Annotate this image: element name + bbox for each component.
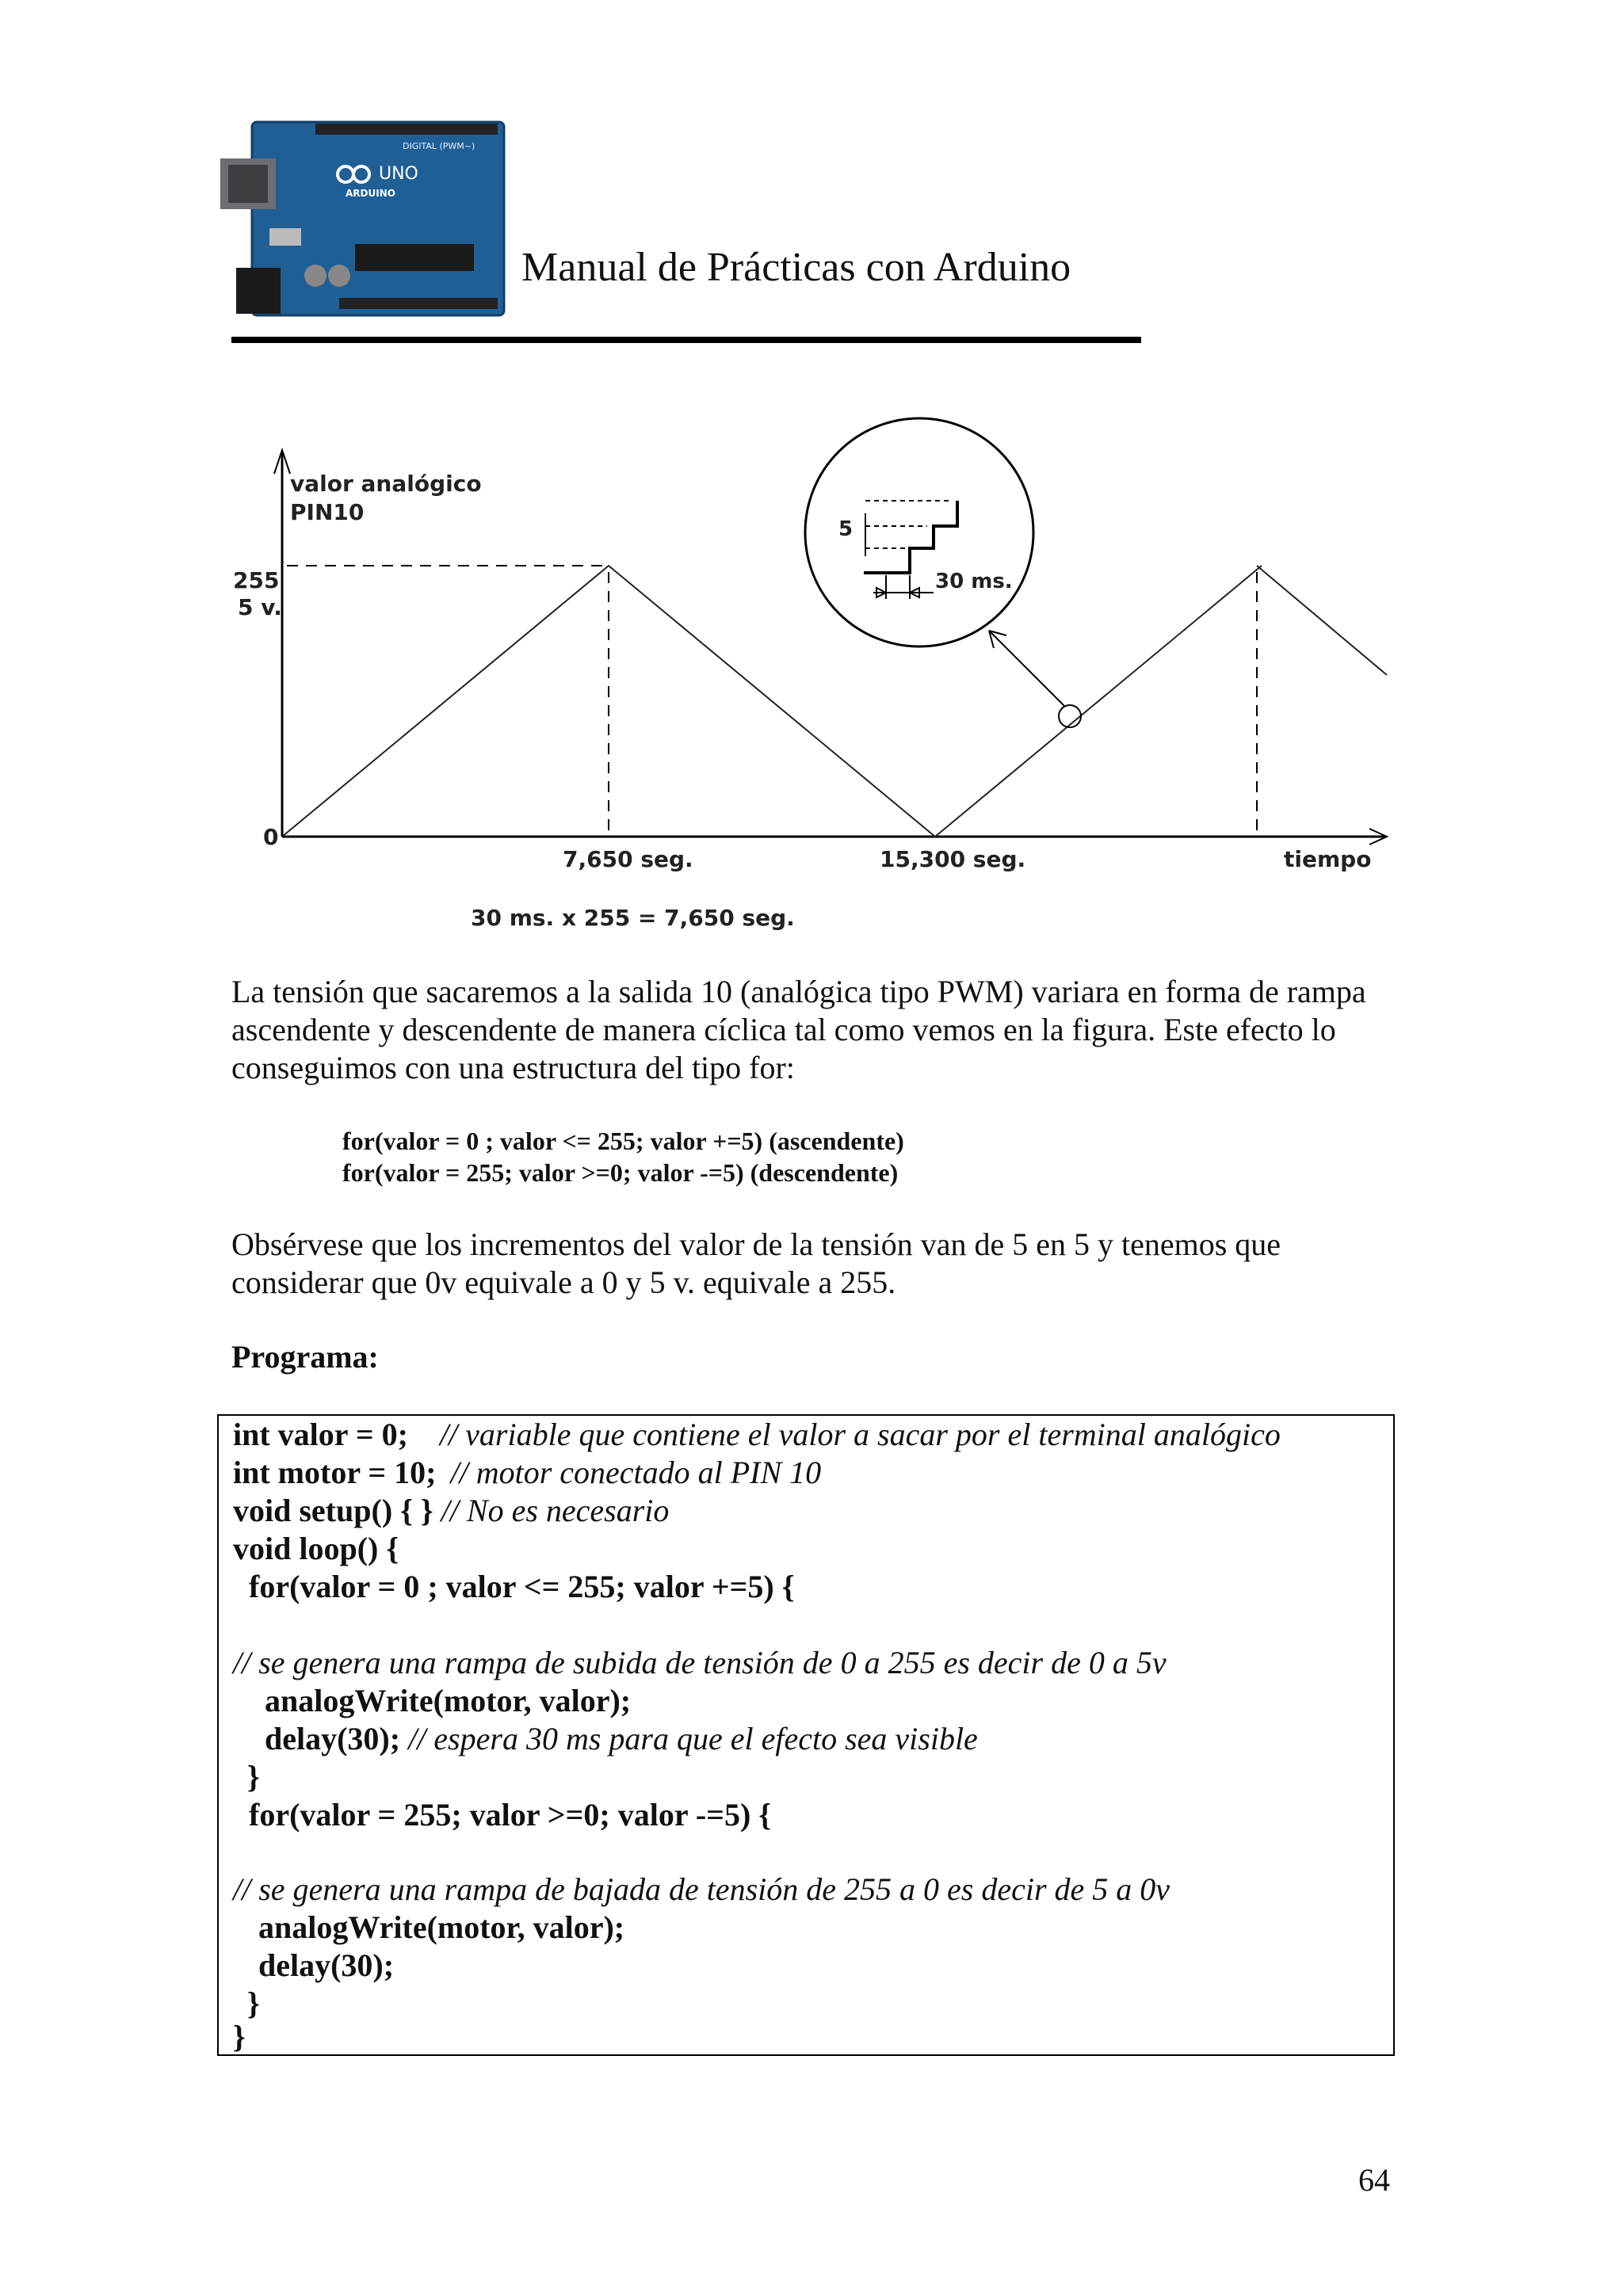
- code-line-14: }: [247, 1985, 260, 2021]
- pwm-ramp-figure: [222, 412, 1395, 935]
- code-line-6: // se genera una rampa de subida de tensión de 0 a 255 es decir de 0 a 5v: [233, 1645, 1167, 1680]
- for-structures: [342, 1125, 904, 1188]
- page-number: 64: [1358, 2162, 1390, 2198]
- board-digital-text: DIGITAL (PWM~): [403, 141, 475, 151]
- zoom-pointer-line: [989, 631, 1065, 707]
- y-tick-255: 255: [233, 567, 280, 593]
- code-line-4: void loop() {: [233, 1531, 399, 1566]
- program-heading: Programa:: [231, 1339, 379, 1375]
- zoom-time-label: 30 ms.: [935, 570, 1013, 593]
- y-axis-label-line1: valor analógico: [290, 471, 482, 497]
- code-line-15: }: [233, 2019, 246, 2054]
- code-line-11: // se genera una rampa de bajada de tensión de 255 a 0 es decir de 5 a 0v: [233, 1871, 1170, 1907]
- ramp-series-line: [282, 566, 1262, 837]
- y-tick-volts: 5 v.: [238, 594, 282, 620]
- code-line-7: analogWrite(motor, valor);: [265, 1683, 632, 1718]
- x-axis-label: tiempo: [1284, 846, 1372, 872]
- code-line-8: delay(30); // espera 30 ms para que el efecto sea visible: [265, 1721, 978, 1756]
- code-line-5: for(valor = 0 ; valor <= 255; valor +=5) {: [249, 1569, 795, 1604]
- board-brand-text: ARDUINO: [346, 188, 395, 199]
- code-line-10: for(valor = 255; valor >=0; valor -=5) {: [249, 1797, 772, 1833]
- board-logo-text: UNO: [379, 164, 418, 184]
- for-descending: for(valor = 255; valor >=0; valor -=5) (descendente): [342, 1158, 899, 1187]
- header-rule: [231, 337, 1141, 343]
- paragraph-note: Obsérvese que los incrementos del valor de la tensión van de 5 en 5 y tenemos que considerar que 0v equivale a 0 y 5 v. equivale a 255.: [231, 1226, 1281, 1300]
- formula-label: 30 ms. x 255 = 7,650 seg.: [471, 905, 795, 931]
- for-ascending: for(valor = 0 ; valor <= 255; valor +=5) (ascendente): [342, 1127, 904, 1155]
- ramp-tail: [1257, 566, 1387, 675]
- zoom-step-label: 5: [838, 517, 854, 541]
- origin-label: 0: [263, 824, 279, 850]
- code-line-3: void setup() { } // No es necesario: [233, 1493, 670, 1528]
- code-line-1: int valor = 0; // variable que contiene el valor a sacar por el terminal analógico: [233, 1417, 1281, 1452]
- code-line-2: int motor = 10; // motor conectado al PIN 10: [233, 1455, 822, 1490]
- arduino-board-image: [220, 117, 507, 322]
- page-header-title: Manual de Prácticas con Arduino: [521, 245, 1071, 290]
- paragraph-intro: La tensión que sacaremos a la salida 10 (analógica tipo PWM) variara en forma de rampa ascendente y descendente de manera cíclica tal como vemos en la figura. Este efecto lo conseguimos con una estructura del tipo for:: [231, 974, 1366, 1085]
- code-line-13: delay(30);: [258, 1947, 395, 1983]
- code-line-12: analogWrite(motor, valor);: [258, 1909, 625, 1945]
- x-tick-2: 15,300 seg.: [880, 846, 1026, 872]
- code-listing-box: [217, 1414, 1395, 2056]
- x-tick-1: 7,650 seg.: [563, 846, 693, 872]
- y-axis-label-line2: PIN10: [290, 499, 365, 525]
- code-line-9: }: [247, 1759, 260, 1794]
